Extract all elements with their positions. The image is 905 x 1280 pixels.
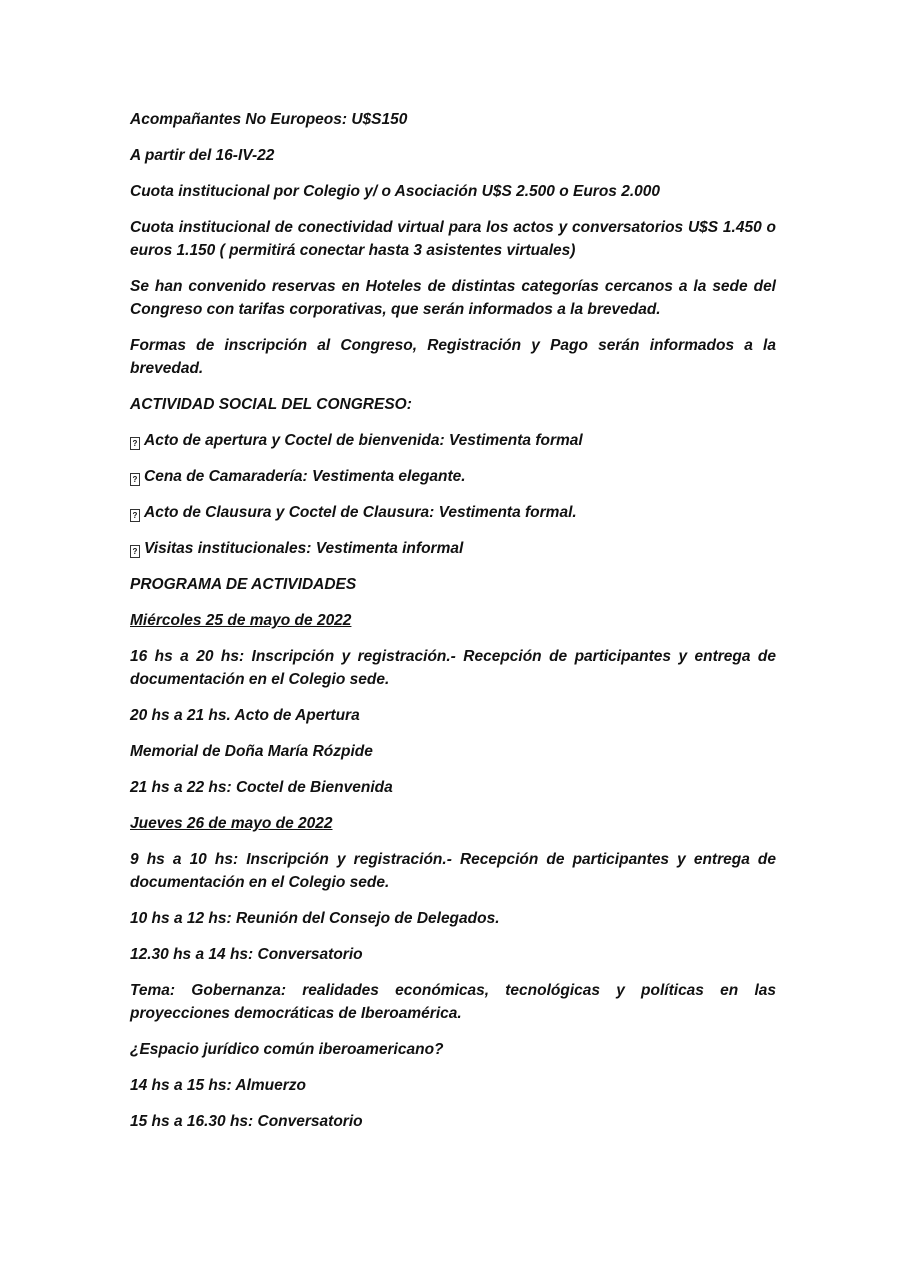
social-activity-item-text: Visitas institucionales: Vestimenta informal <box>144 540 464 557</box>
social-activity-heading: ACTIVIDAD SOCIAL DEL CONGRESO: <box>130 396 412 413</box>
program-item: 9 hs a 10 hs: Inscripción y registración.- Recepción de participantes y entrega de documentación en el Colegio sede. <box>130 851 776 891</box>
social-activity-item-text: Acto de Clausura y Coctel de Clausura: Vestimenta formal. <box>144 504 577 521</box>
program-item: 16 hs a 20 hs: Inscripción y registración.- Recepción de participantes y entrega de documentación en el Colegio sede. <box>130 648 776 688</box>
program-heading: PROGRAMA DE ACTIVIDADES <box>130 576 357 593</box>
program-item: 15 hs a 16.30 hs: Conversatorio <box>130 1113 363 1130</box>
fee-companions-non-european: Acompañantes No Europeos: U$S150 <box>130 111 408 128</box>
program-item: 14 hs a 15 hs: Almuerzo <box>130 1077 307 1094</box>
fee-virtual: Cuota institucional de conectividad virtual para los actos y conversatorios U$S 1.450 o euros 1.150 ( permitirá conectar hasta 3 asistentes virtuales) <box>130 219 776 259</box>
program-item: 20 hs a 21 hs. Acto de Apertura <box>130 707 360 724</box>
program-item: 10 hs a 12 hs: Reunión del Consejo de Delegados. <box>130 910 500 927</box>
missing-glyph-icon: ? <box>130 473 140 486</box>
program-item: Tema: Gobernanza: realidades económicas, tecnológicas y políticas en las proyecciones democráticas de Iberoamérica. <box>130 982 776 1022</box>
social-activity-item <box>130 429 776 452</box>
missing-glyph-icon: ? <box>130 437 140 450</box>
fee-from-date: A partir del 16-IV-22 <box>130 147 275 164</box>
social-activity-item <box>130 537 776 560</box>
program-item: 12.30 hs a 14 hs: Conversatorio <box>130 946 363 963</box>
registration-paragraph: Formas de inscripción al Congreso, Registración y Pago serán informados a la brevedad. <box>130 337 776 377</box>
program-item: ¿Espacio jurídico común iberoamericano? <box>130 1041 444 1058</box>
document-body <box>130 108 776 1146</box>
social-activity-item-text: Cena de Camaradería: Vestimenta elegante. <box>144 468 466 485</box>
missing-glyph-icon: ? <box>130 545 140 558</box>
social-activity-item-text: Acto de apertura y Coctel de bienvenida: Vestimenta formal <box>144 432 583 449</box>
program-item: Memorial de Doña María Rózpide <box>130 743 373 760</box>
hotels-paragraph: Se han convenido reservas en Hoteles de distintas categorías cercanos a la sede del Congreso con tarifas corporativas, que serán informados a la brevedad. <box>130 278 776 318</box>
program-day1-title: Miércoles 25 de mayo de 2022 <box>130 612 352 629</box>
social-activity-item <box>130 465 776 488</box>
program-day2-title: Jueves 26 de mayo de 2022 <box>130 815 333 832</box>
program-item: 21 hs a 22 hs: Coctel de Bienvenida <box>130 779 393 796</box>
fee-institutional: Cuota institucional por Colegio y/ o Asociación U$S 2.500 o Euros 2.000 <box>130 183 660 200</box>
social-activity-item <box>130 501 776 524</box>
missing-glyph-icon: ? <box>130 509 140 522</box>
